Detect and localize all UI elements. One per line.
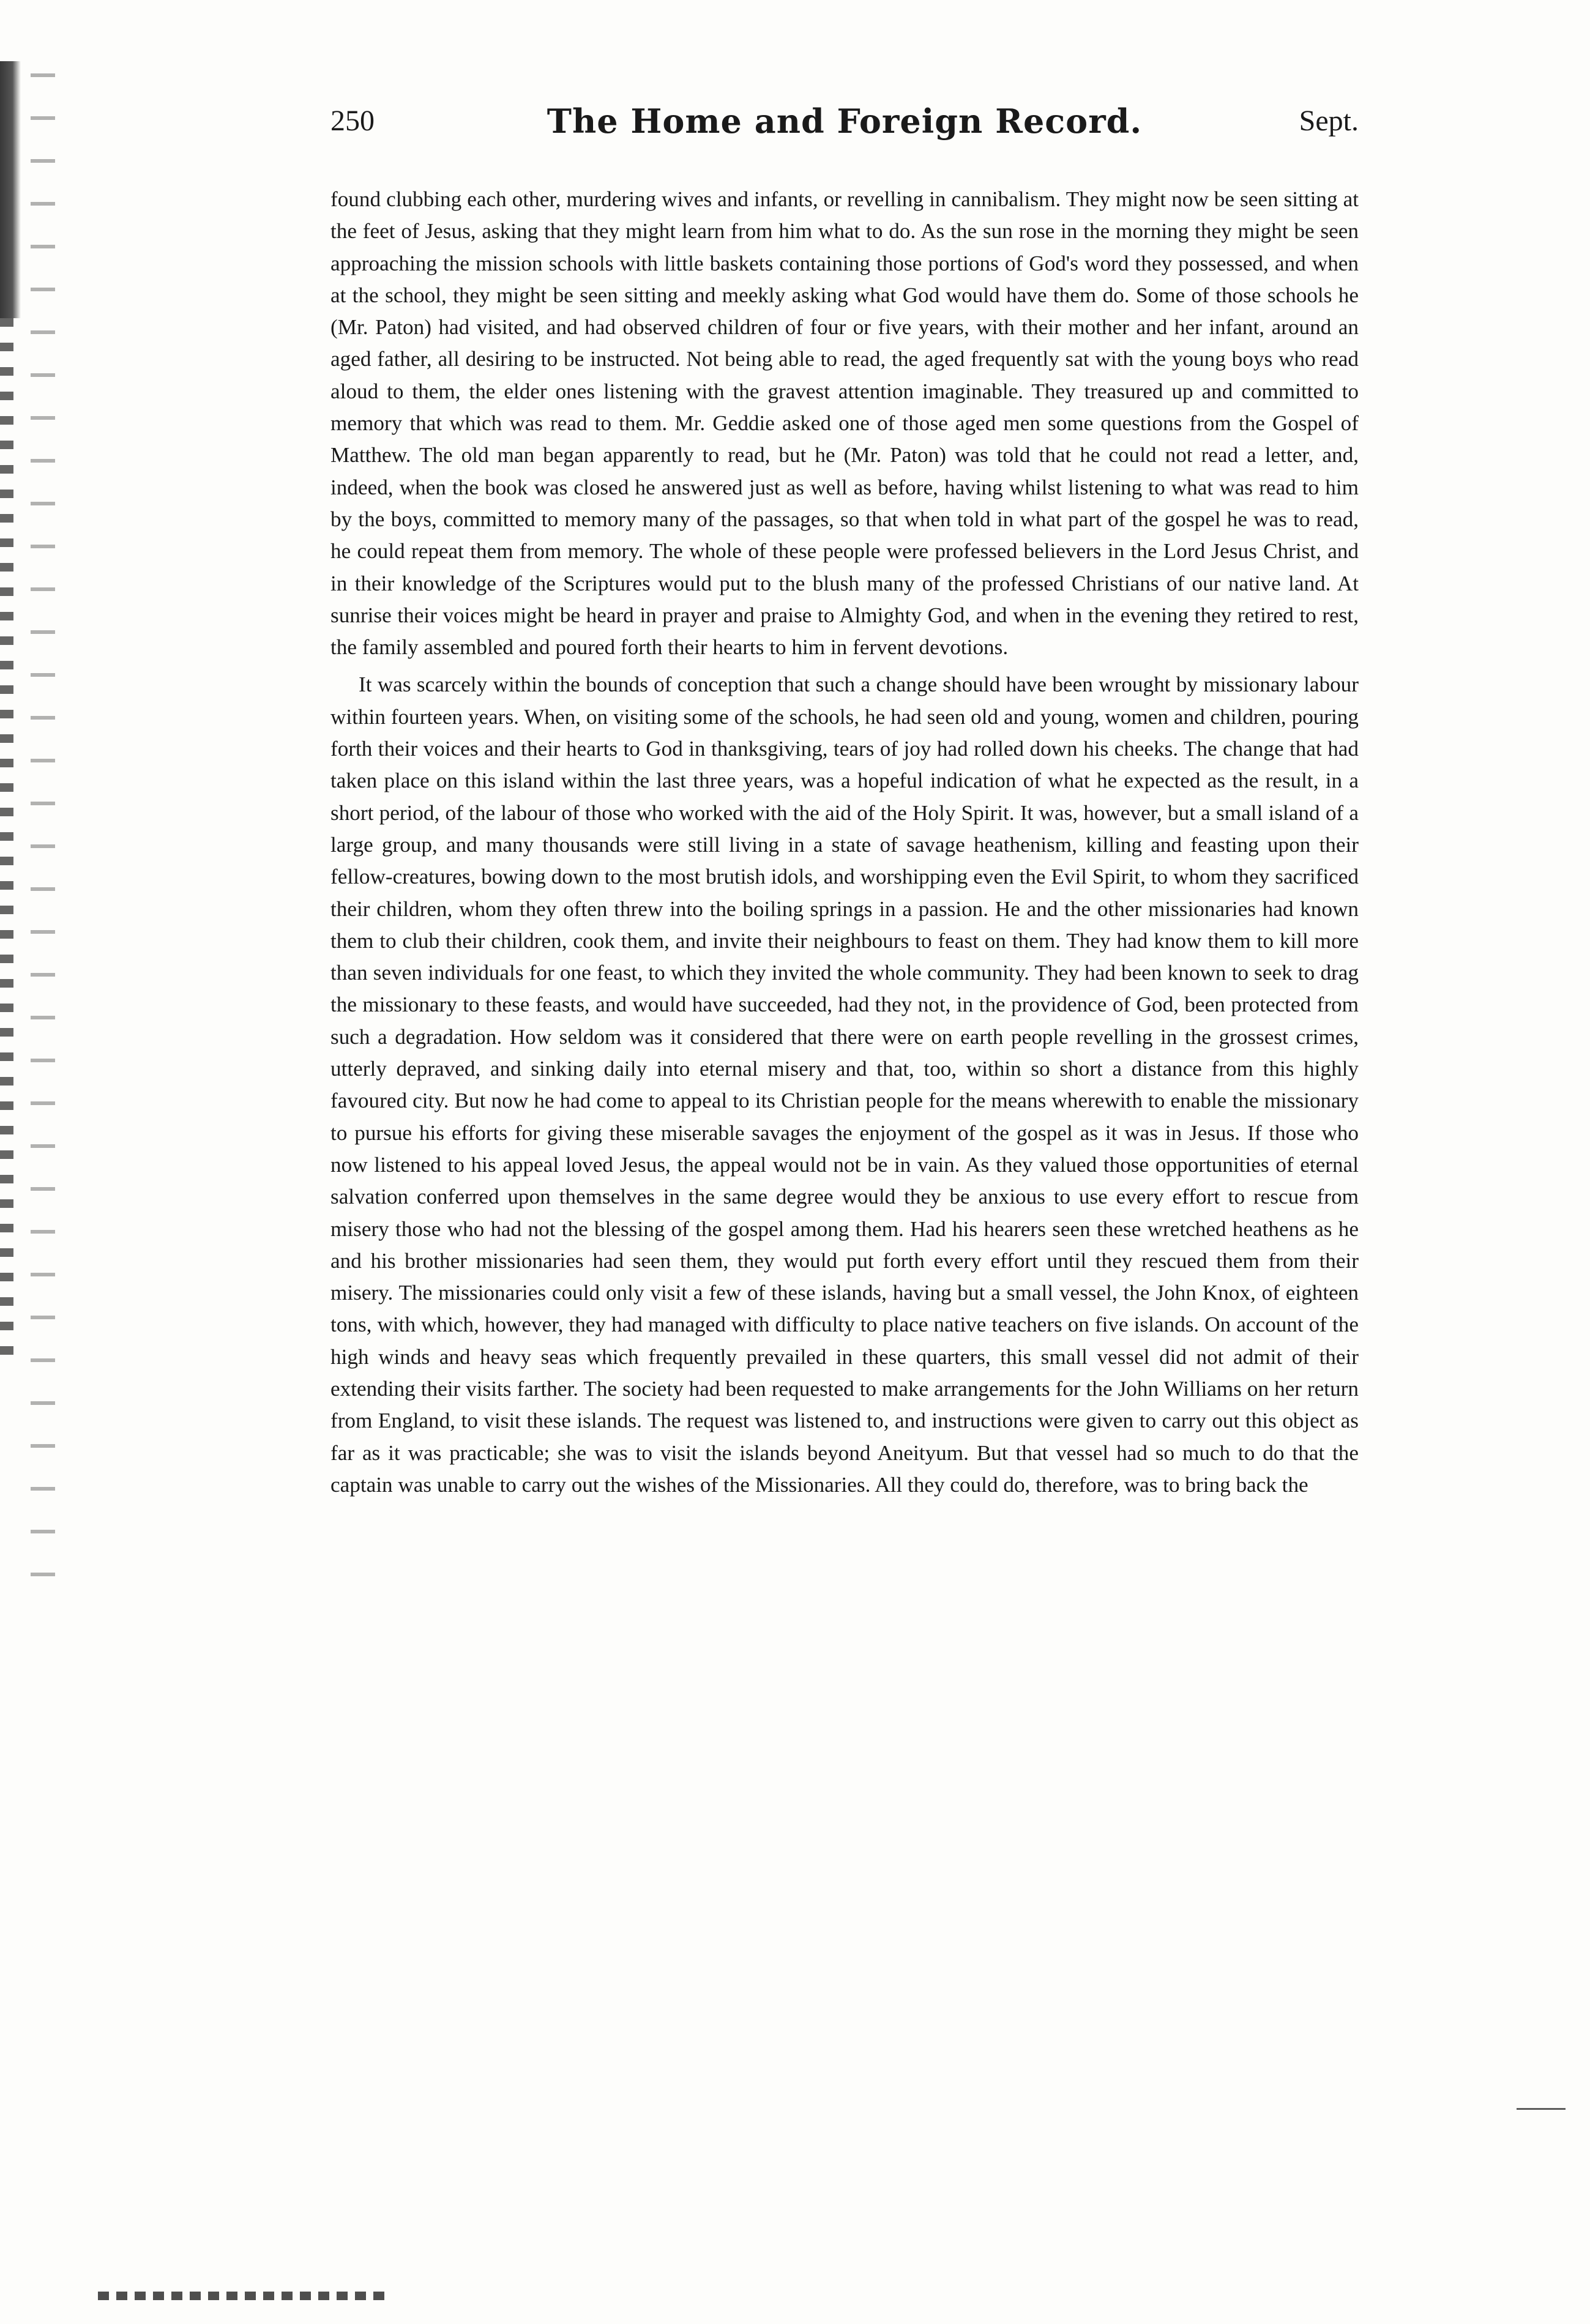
binding-marks — [0, 318, 13, 1358]
binding-shadow — [0, 61, 21, 318]
margin-marks — [31, 73, 55, 1603]
issue-month: Sept. — [1299, 105, 1359, 137]
paragraph: found clubbing each other, murdering wives and infants, or revelling in cannibalism. They might now be seen sitting at the feet of Jesus, asking that they might learn from him what to do. As the sun rose in the morning they might be seen approaching the mission schools with little baskets containing those portions of God's word they possessed, and when at the school, they might be seen sitting and meekly asking what God would have them do. Some of those schools he (Mr. Paton) had visited, and had observed children of four or five years, with their mother and her infant, around an aged father, all desiring to be instructed. Not being able to read, the aged frequently sat with the young boys who read aloud to them, the elder ones listening with the gravest attention imaginable. They treasured up and committed to memory that which was read to them. Mr. Geddie asked one of those aged men some questions from the Gospel of Matthew. The old man began apparently to read, but he (Mr. Paton) was told that he could not read a letter, and, indeed, when the book was closed he answered just as well as before, having whilst listening to what was read to him by the boys, committed to memory many of the passages, so that when told in what part of the gospel he was to read, he could repeat them from memory. The whole of these people were professed believers in the Lord Jesus Christ, and in their knowledge of the Scriptures would put to the blush many of the professed Christians of our native land. At sunrise their voices might be heard in prayer and praise to Almighty God, and when in the evening they retired to rest, the family assembled and poured forth their hearts to him in fervent devotions. — [330, 187, 1359, 660]
article-body — [330, 184, 1359, 1501]
right-margin-rule — [1517, 2108, 1566, 2110]
journal-title: The Home and Foreign Record. — [547, 102, 1143, 141]
page-number: 250 — [330, 105, 375, 137]
bottom-scan-artifact — [98, 2292, 392, 2300]
paragraph: It was scarcely within the bounds of conception that such a change should have been wrought by missionary labour within fourteen years. When, on visiting some of the schools, he had seen old and young, women and children, pouring forth their voices and their hearts to God in thanksgiving, tears of joy had rolled down his cheeks. The change that had taken place on this island within the last three years, was a hopeful indication of what he expected as the result, in a short period, of the labour of those who worked with the aid of the Holy Spirit. It was, however, but a small island of a large group, and many thousands were still living in a state of savage heathenism, killing and feasting upon their fellow-creatures, bowing down to the most brutish idols, and worshipping even the Evil Spirit, to whom they sacrificed their children, whom they often threw into the boiling springs in a passion. He and the other missionaries had known them to club their children, cook them, and invite their neighbours to feast on them. They had know them to kill more than seven individuals for one feast, to which they invited the whole community. They had been known to seek to drag the missionary to these feasts, and would have succeeded, had they not, in the providence of God, been protected from such a degradation. How seldom was it considered that there were on earth people revelling in the grossest crimes, utterly depraved, and sinking daily into eternal misery and that, too, within so short a distance from this highly favoured city. But now he had come to appeal to its Christian people for the means wherewith to enable the missionary to pursue his efforts for giving these miserable savages the enjoyment of the gospel as it was in Jesus. If those who now listened to his appeal loved Jesus, the appeal would not be in vain. As they valued those opportunities of eternal salvation conferred upon themselves in the same degree would they be anxious to use every effort to rescue from misery those who had not the blessing of the gospel among them. Had his hearers seen these wretched heathens as he and his brother missionaries had seen them, they would put forth every effort until they rescued them from their misery. The missionaries could only visit a few of these islands, having but a small vessel, the John Knox, of eighteen tons, with which, however, they had managed with difficulty to place native teachers on five islands. On account of the high winds and heavy seas which frequently prevailed in these quarters, this small vessel did not admit of their extending their visits farther. The society had been requested to make arrangements for the John Williams on her return from England, to visit these islands. The request was listened to, and instructions were given to carry out this object as far as it was practicable; she was to visit the islands beyond Aneityum. But that vessel had so much to do that the captain was unable to carry out the wishes of the Missionaries. All they could do, therefore, was to bring back the — [330, 672, 1359, 1497]
running-head — [330, 104, 1359, 153]
